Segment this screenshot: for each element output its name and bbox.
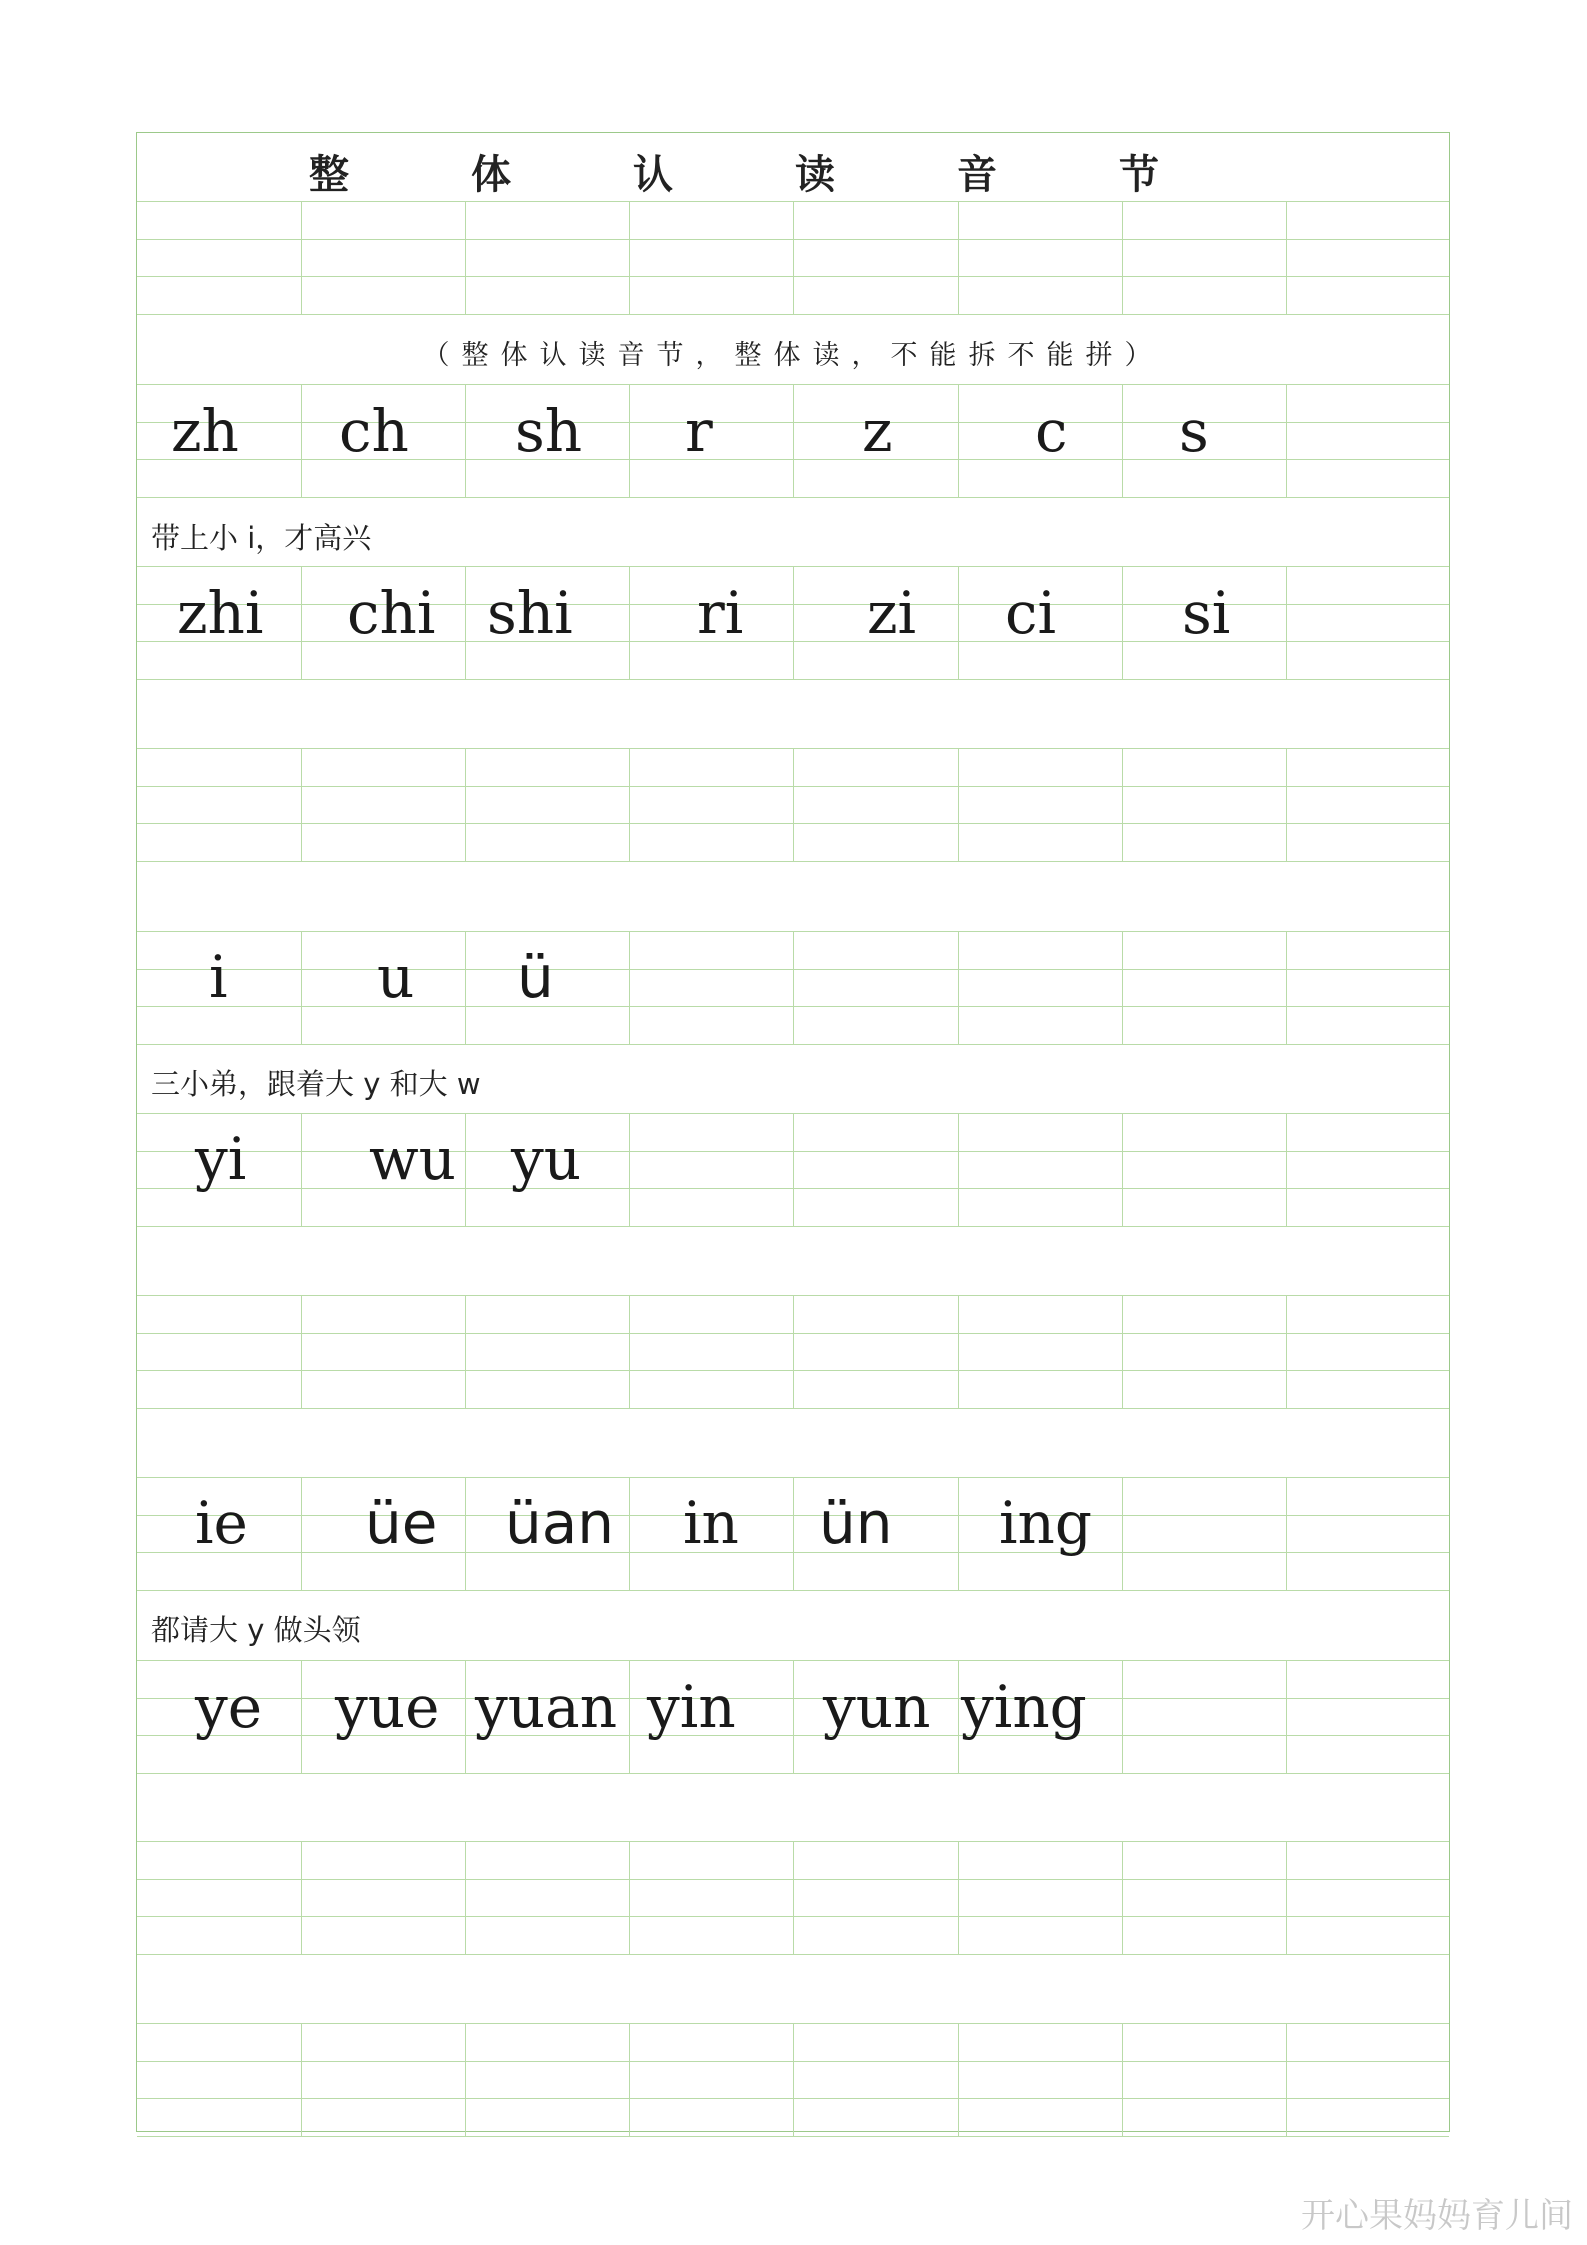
watermark: 开心果妈妈育儿间 xyxy=(1301,2196,1573,2236)
column-divider xyxy=(301,566,302,680)
column-divider xyxy=(1122,1113,1123,1227)
column-divider xyxy=(1122,931,1123,1045)
syllable-si: si xyxy=(1182,579,1231,647)
column-divider xyxy=(793,1113,794,1227)
column-divider xyxy=(1286,1841,1287,1955)
column-divider xyxy=(301,2023,302,2137)
rhyme-label-1: 带上小 i，才高兴 xyxy=(151,521,372,555)
column-divider xyxy=(301,384,302,498)
column-divider xyxy=(465,1295,466,1409)
column-divider xyxy=(958,566,959,680)
column-divider xyxy=(301,931,302,1045)
column-divider xyxy=(793,2023,794,2137)
initial-c: c xyxy=(1035,397,1068,465)
column-divider xyxy=(958,748,959,862)
syllable-yuan: yuan xyxy=(475,1673,618,1741)
column-divider xyxy=(1122,1295,1123,1409)
column-divider xyxy=(629,384,630,498)
final-uan: üan xyxy=(505,1489,615,1557)
column-divider xyxy=(958,384,959,498)
column-divider xyxy=(465,201,466,315)
column-divider xyxy=(465,384,466,498)
final-un: ün xyxy=(819,1489,893,1557)
column-divider xyxy=(465,1477,466,1591)
syllable-shi: shi xyxy=(487,579,573,647)
column-divider xyxy=(1286,748,1287,862)
column-divider xyxy=(629,1841,630,1955)
syllable-yi: yi xyxy=(195,1125,247,1193)
initial-zh: zh xyxy=(171,397,239,465)
column-divider xyxy=(1286,1113,1287,1227)
column-divider xyxy=(1122,748,1123,862)
pinyin-worksheet xyxy=(136,132,1450,2132)
syllable-yin: yin xyxy=(647,1673,736,1741)
column-divider xyxy=(465,2023,466,2137)
column-divider xyxy=(1286,2023,1287,2137)
syllable-ying: ying xyxy=(961,1673,1087,1741)
title-char: 读 xyxy=(795,152,835,198)
column-divider xyxy=(958,1113,959,1227)
final-ie: ie xyxy=(195,1489,248,1557)
column-divider xyxy=(1122,2023,1123,2137)
column-divider xyxy=(958,1660,959,1774)
column-divider xyxy=(301,1660,302,1774)
column-divider xyxy=(465,1660,466,1774)
vowel-u: u xyxy=(377,943,415,1011)
syllable-zi: zi xyxy=(867,579,917,647)
syllable-ci: ci xyxy=(1005,579,1057,647)
title-char: 音 xyxy=(957,152,997,198)
final-ing: ing xyxy=(999,1489,1093,1557)
column-divider xyxy=(793,1660,794,1774)
column-divider xyxy=(1286,1295,1287,1409)
column-divider xyxy=(629,931,630,1045)
column-divider xyxy=(629,748,630,862)
syllable-yue: yue xyxy=(335,1673,440,1741)
column-divider xyxy=(1122,566,1123,680)
title-char: 整 xyxy=(309,152,349,198)
column-divider xyxy=(793,566,794,680)
column-divider xyxy=(1286,566,1287,680)
column-divider xyxy=(958,931,959,1045)
initial-z: z xyxy=(862,397,893,465)
column-divider xyxy=(793,1477,794,1591)
column-divider xyxy=(793,748,794,862)
column-divider xyxy=(1122,384,1123,498)
title-char: 体 xyxy=(471,152,511,198)
column-divider xyxy=(629,566,630,680)
column-divider xyxy=(465,1841,466,1955)
initial-sh: sh xyxy=(515,397,583,465)
column-divider xyxy=(301,1113,302,1227)
column-divider xyxy=(301,748,302,862)
title-char: 认 xyxy=(633,152,673,198)
final-in: in xyxy=(683,1489,739,1557)
vowel-i: i xyxy=(209,943,228,1011)
syllable-chi: chi xyxy=(347,579,436,647)
column-divider xyxy=(793,384,794,498)
syllable-yu: yu xyxy=(511,1125,582,1193)
column-divider xyxy=(793,201,794,315)
title-char: 节 xyxy=(1119,152,1159,198)
initial-s: s xyxy=(1179,397,1209,465)
column-divider xyxy=(301,1295,302,1409)
column-divider xyxy=(629,1295,630,1409)
syllable-yun: yun xyxy=(823,1673,931,1741)
column-divider xyxy=(301,1841,302,1955)
final-ue: üe xyxy=(365,1489,438,1557)
column-divider xyxy=(1286,384,1287,498)
column-divider xyxy=(1122,1477,1123,1591)
column-divider xyxy=(958,2023,959,2137)
column-divider xyxy=(629,1113,630,1227)
column-divider xyxy=(958,1841,959,1955)
column-divider xyxy=(1286,931,1287,1045)
column-divider xyxy=(629,201,630,315)
column-divider xyxy=(1122,1841,1123,1955)
column-divider xyxy=(1286,1477,1287,1591)
column-divider xyxy=(793,931,794,1045)
column-divider xyxy=(793,1841,794,1955)
column-divider xyxy=(465,566,466,680)
column-divider xyxy=(301,1477,302,1591)
initial-r: r xyxy=(685,397,713,465)
syllable-ri: ri xyxy=(697,579,744,647)
syllable-ye: ye xyxy=(195,1673,263,1741)
column-divider xyxy=(1122,201,1123,315)
column-divider xyxy=(958,1295,959,1409)
column-divider xyxy=(629,2023,630,2137)
column-divider xyxy=(465,1113,466,1227)
syllable-zhi: zhi xyxy=(177,579,264,647)
column-divider xyxy=(629,1477,630,1591)
column-divider xyxy=(629,1660,630,1774)
column-divider xyxy=(301,201,302,315)
column-divider xyxy=(1286,1660,1287,1774)
rhyme-label-2: 三小弟，跟着大 y 和大 w xyxy=(151,1067,481,1101)
vowel-u-umlaut: ü xyxy=(517,943,554,1011)
column-divider xyxy=(1122,1660,1123,1774)
column-divider xyxy=(1286,201,1287,315)
syllable-wu: wu xyxy=(369,1125,456,1193)
subtitle: （整体认读音节，整体读，不能拆不能拼） xyxy=(422,340,1164,371)
column-divider xyxy=(465,931,466,1045)
column-divider xyxy=(465,748,466,862)
column-divider xyxy=(958,1477,959,1591)
initial-ch: ch xyxy=(339,397,409,465)
rhyme-label-3: 都请大 y 做头领 xyxy=(151,1613,361,1647)
column-divider xyxy=(958,201,959,315)
column-divider xyxy=(793,1295,794,1409)
